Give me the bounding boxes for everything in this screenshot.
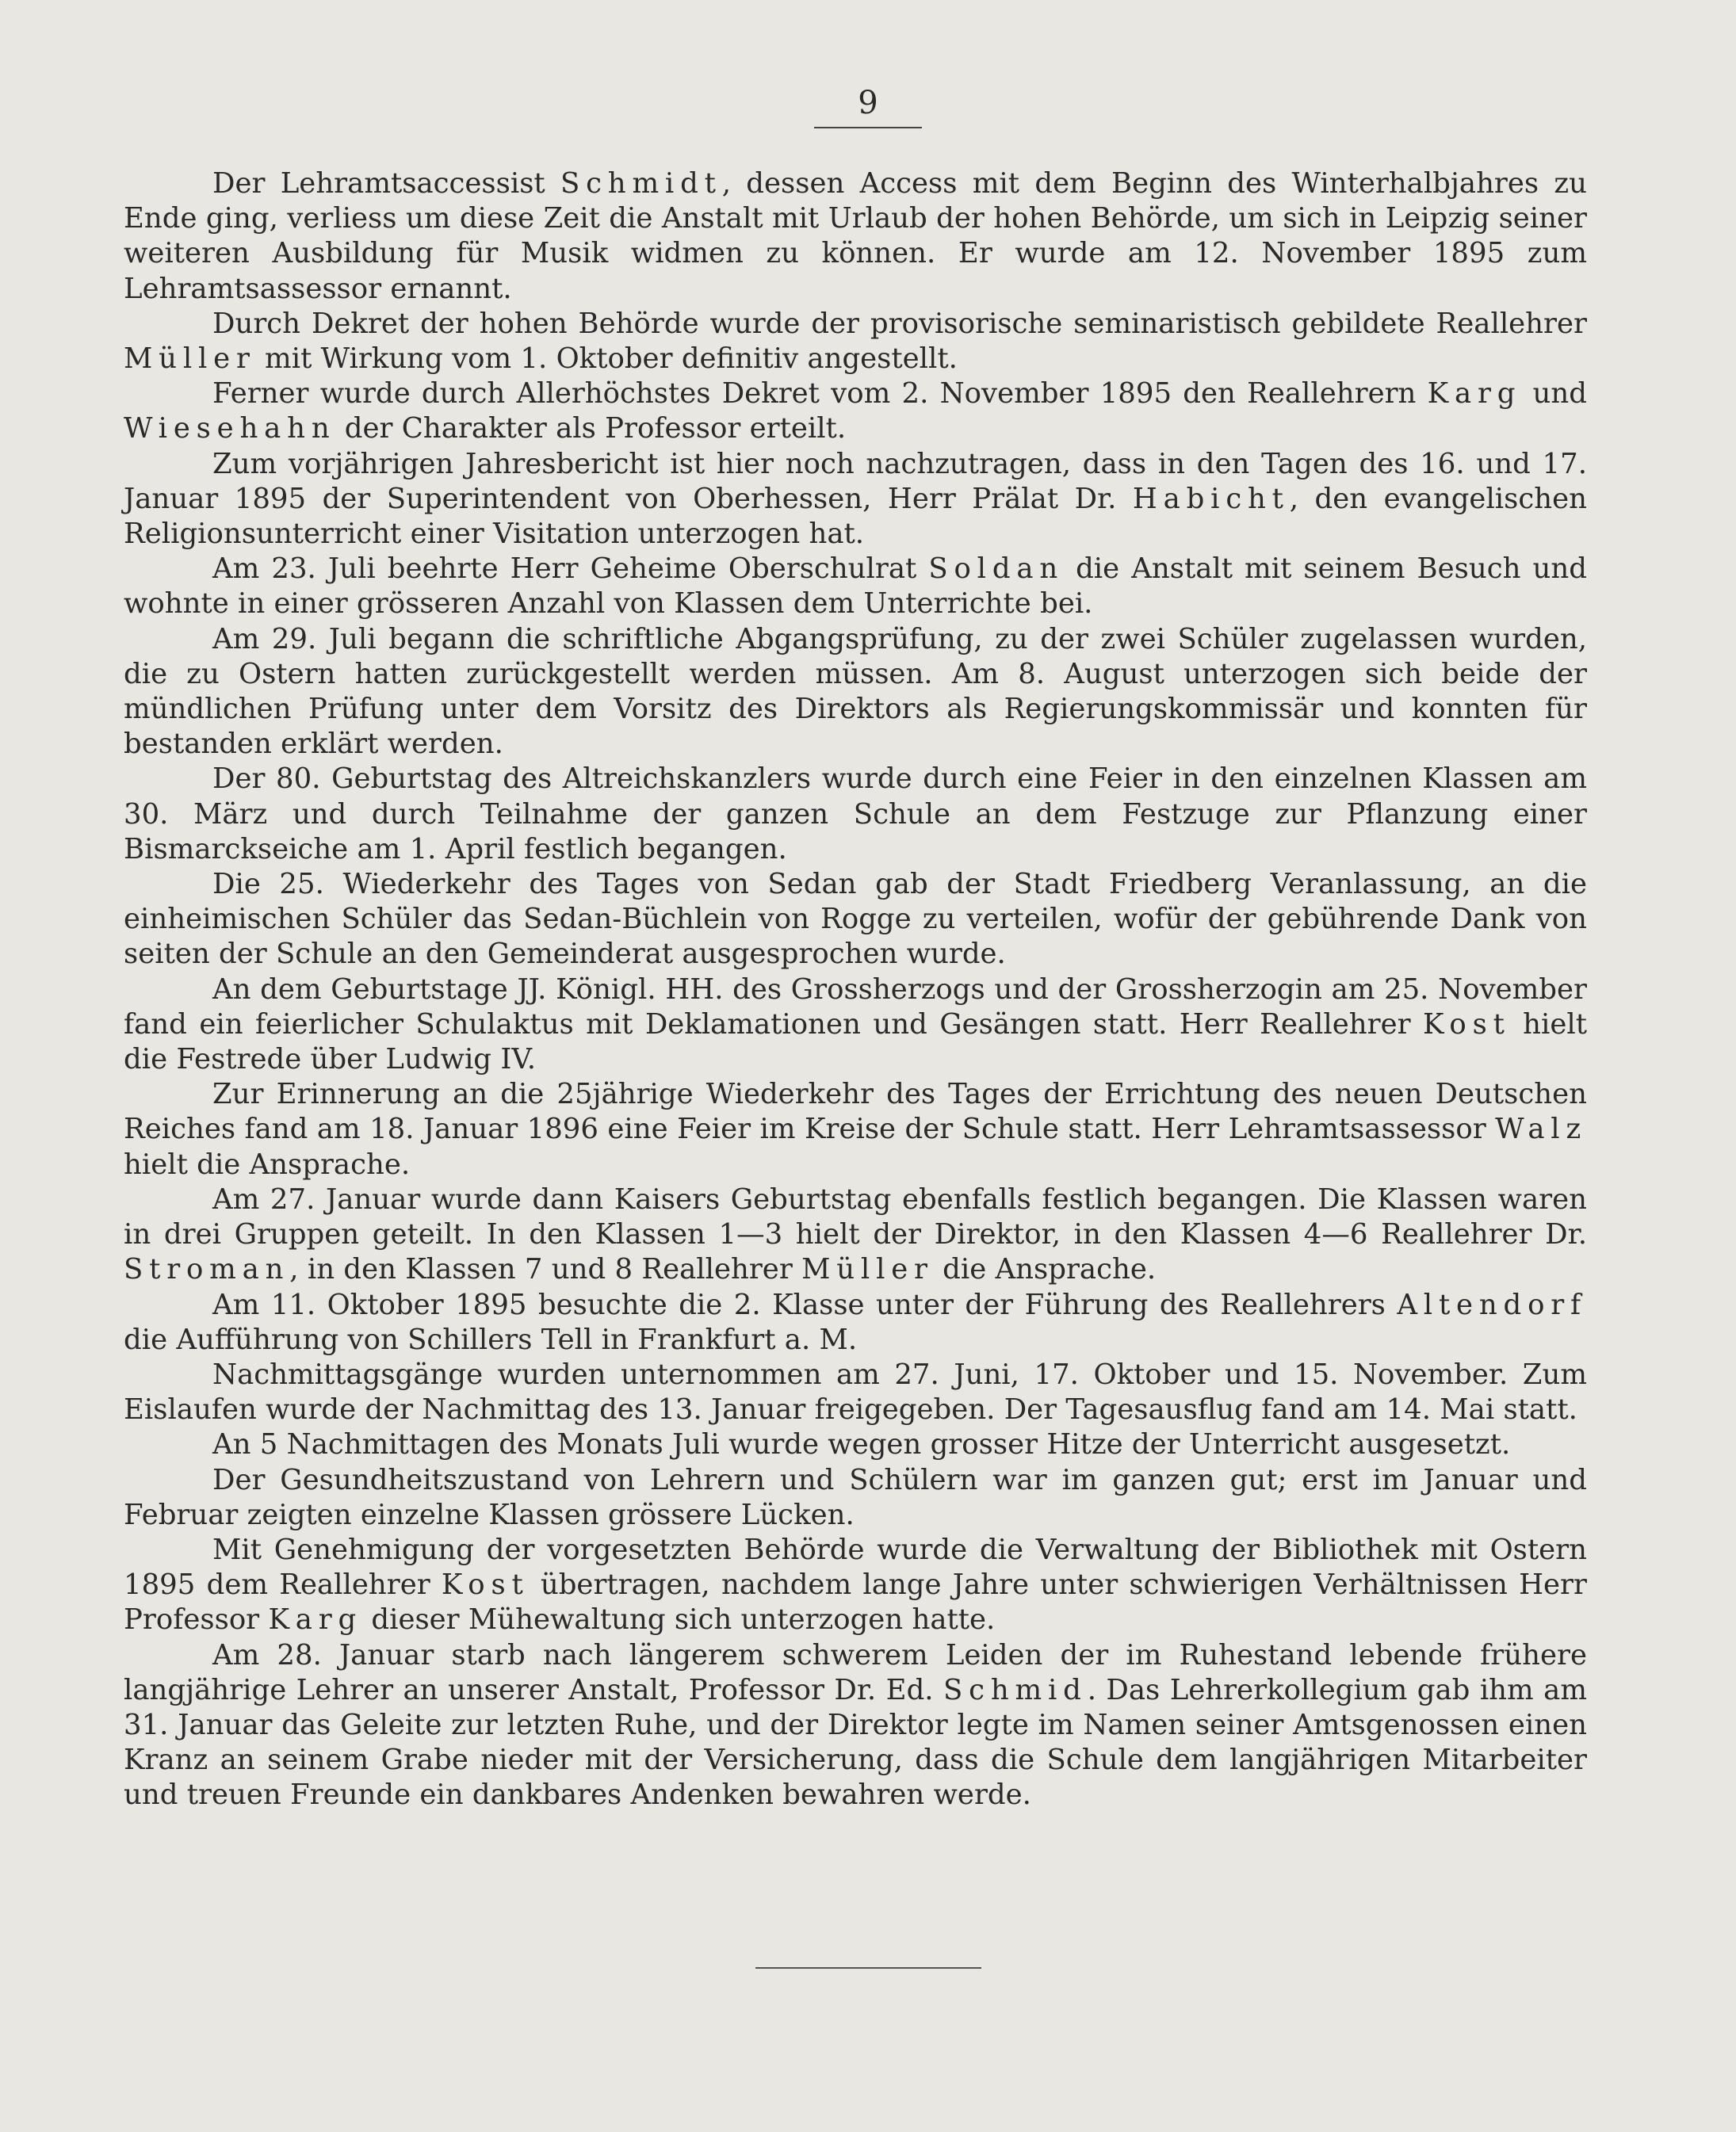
text-segment: der Charakter als Professor erteilt. (335, 412, 847, 445)
text-segment: Am 27. Januar wurde dann Kaisers Geburtstag ebenfalls festlich begangen. Die Klassen waren in drei Gruppen geteilt. In den Klassen 1—3 hielt der Direktor, in den Klassen 4—6 Reallehrer Dr. (124, 1183, 1587, 1251)
spaced-name: Kost (1423, 1007, 1511, 1041)
text-segment: übertragen, nachdem lange Jahre unter schwierigen Verhältnissen Herr Professor (124, 1568, 1587, 1637)
spaced-name: Müller (801, 1253, 934, 1286)
end-rule (755, 1967, 981, 1969)
text-segment: hielt die Festrede über Ludwig IV. (124, 1007, 1587, 1076)
text-segment: hielt die Ansprache. (124, 1148, 411, 1181)
spaced-name: Soldan (928, 552, 1065, 586)
spaced-name: Müller (124, 342, 256, 376)
text-segment: . Das Lehrerkollegium gab ihm am 31. Januar das Geleite zur letzten Ruhe, und der Direktor legte im Namen seiner Amtsgenossen einen Kranz an seinem Grabe nieder mit der Versicherung, dass die Schule dem langjährigen Mitarbeiter und treuen Freunde ein dankbares Andenken bewahren werde. (124, 1673, 1587, 1812)
spaced-name: Stroman (124, 1253, 290, 1286)
text-segment: Am 29. Juli begann die schriftliche Abgangsprüfung, zu der zwei Schüler zugelassen wurden, die zu Ostern hatten zurückgestellt werden müssen. Am 8. August unterzogen sich beide der mündlichen Prüfung unter dem Vorsitz des Direktors als Regierungskommissär und konnten für bestanden erklärt werden. (124, 622, 1587, 761)
paragraph (124, 552, 1587, 621)
text-segment: An dem Geburtstage JJ. Königl. HH. des Grossherzogs und der Grossherzogin am 25. November fand ein feierlicher Schulaktus mit Deklamationen und Gesängen statt. Herr Reallehrer (124, 972, 1587, 1041)
text-segment: Nachmittagsgänge wurden unternommen am 27. Juni, 17. Oktober und 15. November. Zum Eislaufen wurde der Nachmittag des 13. Januar freigegeben. Der Tagesausflug fand am 14. Mai statt. (124, 1358, 1587, 1427)
page-number: 9 (814, 84, 921, 128)
text-segment: dieser Mühewaltung sich unterzogen hatte. (362, 1603, 996, 1637)
paragraph (124, 447, 1587, 552)
text-segment: mit Wirkung vom 1. Oktober definitiv angestellt. (255, 342, 958, 376)
paragraph (124, 1183, 1587, 1288)
paragraph (124, 1288, 1587, 1358)
text-segment: Am 28. Januar starb nach längerem schwerem Leiden der im Ruhestand lebende frühere langjährige Lehrer an unserer Anstalt, Professor Dr. Ed. (124, 1638, 1587, 1706)
text-segment: die Ansprache. (933, 1253, 1157, 1286)
spaced-name: Schmid (943, 1673, 1088, 1706)
text-segment: und (1521, 377, 1587, 411)
paragraph (124, 1533, 1587, 1638)
body-text (124, 166, 1587, 1813)
text-segment: Der 80. Geburtstag des Altreichskanzlers wurde durch eine Feier in den einzelnen Klassen am 30. März und durch Teilnahme der ganzen Schule an dem Festzuge zur Pflanzung einer Bismarckseiche am 1. April festlich begangen. (124, 762, 1587, 865)
text-segment: Ferner wurde durch Allerhöchstes Dekret vom 2. November 1895 den Reallehrern (212, 377, 1428, 411)
paragraph (124, 1077, 1587, 1183)
spaced-name: Walz (1495, 1113, 1587, 1146)
paragraph (124, 867, 1587, 972)
text-segment: Die 25. Wiederkehr des Tages von Sedan gab der Stadt Friedberg Veranlassung, an die einheimischen Schüler das Sedan-Büchlein von Rogge zu verteilen, wofür der gebührende Dank von seiten der Schule an den Gemeinderat ausgesprochen wurde. (124, 868, 1587, 971)
paragraph (124, 622, 1587, 762)
paragraph (124, 1463, 1587, 1533)
text-segment: Zum vorjährigen Jahresbericht ist hier noch nachzutragen, dass in den Tagen des 16. und 17. Januar 1895 der Superintendent von Oberhessen, Herr Prälat Dr. (124, 447, 1587, 515)
text-segment: Mit Genehmigung der vorgesetzten Behörde wurde die Verwaltung der Bibliothek mit Ostern 1895 dem Reallehrer (124, 1533, 1587, 1602)
text-segment: Der Lehramtsaccessist (212, 167, 560, 200)
spaced-name: Schmidt (560, 167, 722, 200)
text-segment: die Aufführung von Schillers Tell in Frankfurt a. M. (124, 1323, 858, 1356)
spaced-name: Karg (268, 1603, 363, 1637)
spaced-name: Habicht (1132, 482, 1290, 515)
paragraph (124, 1427, 1587, 1462)
end-rule-wrap (0, 1967, 1736, 1969)
spaced-name: Karg (1427, 377, 1522, 411)
text-segment: Zur Erinnerung an die 25jährige Wiederkehr des Tages der Errichtung des neuen Deutschen Reiches fand am 18. Januar 1896 eine Feier im Kreise der Schule statt. Herr Lehramtsassessor (124, 1078, 1587, 1146)
paragraph (124, 1638, 1587, 1813)
text-segment: Am 23. Juli beehrte Herr Geheime Oberschulrat (212, 552, 929, 586)
text-segment: , den evangelischen Religionsunterricht einer Visitation unterzogen hat. (124, 482, 1587, 551)
text-segment: Der Gesundheitszustand von Lehrern und Schülern war im ganzen gut; erst im Januar und Februar zeigten einzelne Klassen grössere Lücken. (124, 1463, 1587, 1531)
text-segment: Durch Dekret der hohen Behörde wurde der provisorische seminaristisch gebildete Reallehrer (212, 307, 1587, 340)
paragraph (124, 307, 1587, 376)
spaced-name: Wiesehahn (124, 412, 336, 445)
paragraph (124, 972, 1587, 1078)
paragraph (124, 1358, 1587, 1427)
paragraph (124, 166, 1587, 307)
page-header (0, 84, 1736, 128)
text-segment: Am 11. Oktober 1895 besuchte die 2. Klasse unter der Führung des Reallehrers (212, 1288, 1398, 1321)
paragraph (124, 762, 1587, 867)
paragraph (124, 376, 1587, 446)
text-segment: , in den Klassen 7 und 8 Reallehrer (289, 1253, 802, 1286)
spaced-name: Kost (441, 1568, 530, 1602)
text-segment: die Anstalt mit seinem Besuch und wohnte in einer grösseren Anzahl von Klassen dem Unterrichte bei. (124, 552, 1587, 621)
spaced-name: Altendorf (1397, 1288, 1587, 1321)
text-segment: An 5 Nachmittagen des Monats Juli wurde wegen grosser Hitze der Unterricht ausgesetzt. (212, 1428, 1511, 1461)
text-segment: , dessen Access mit dem Beginn des Winterhalbjahres zu Ende ging, verliess um diese Zeit die Anstalt mit Urlaub der hohen Behörde, um sich in Leipzig seiner weiteren Ausbildung für Musik widmen zu können. Er wurde am 12. November 1895 zum Lehramtsassessor ernannt. (124, 167, 1587, 305)
